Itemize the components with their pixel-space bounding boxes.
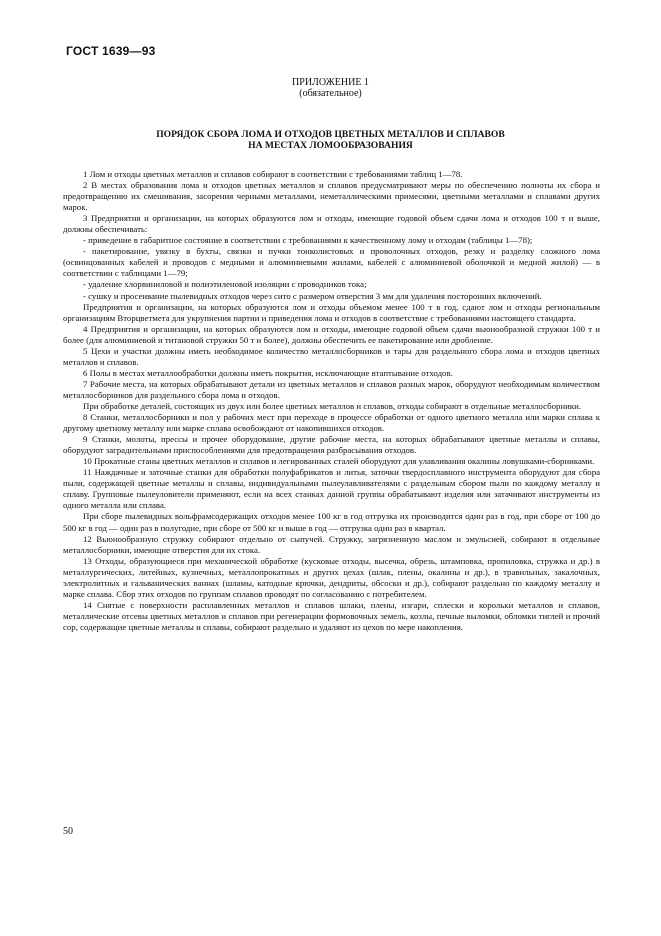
section-title-line-2: НА МЕСТАХ ЛОМООБРАЗОВАНИЯ [248, 140, 413, 151]
paragraph: 11 Наждачные и заточные станки для обработки полуфабрикатов и литья, заточки твердосплавного инструмента оборудуют для сбора пыли, содержащей цветные металлы и сплавы, индивидуальными пылеулавливателями с раздельным сбором пыли по каждому металлу и сплаву. Групповые пылеуловители применяют, если на всех станках данной группы обрабатывают изделия или затачивают инструменты из одного металла или сплава. [63, 467, 600, 511]
paragraph: 4 Предприятия и организации, на которых образуются лом и отходы, имеющие годовой объем сдачи вьюнообразной стружки 100 т и более (для алюминиевой и титановой стружки 50 т и более), должны обеспечить ее пакетирование или дробление. [63, 323, 600, 345]
section-title-line-1: ПОРЯДОК СБОРА ЛОМА И ОТХОДОВ ЦВЕТНЫХ МЕТАЛЛОВ И СПЛАВОВ [156, 129, 505, 140]
paragraph: - удаление хлорвиниловой и полиэтиленовой изоляции с проводников тока; [83, 279, 367, 290]
paragraph: 7 Рабочие места, на которых обрабатывают детали из цветных металлов и сплавов разных марок, оборудуют необходимым количеством металлосборников для раздельного сбора лома и отходов. [63, 378, 600, 400]
paragraph: 6 Полы в местах металлообработки должны иметь покрытия, исключающие втаптывание отходов. [83, 367, 453, 378]
paragraph: При обработке деталей, состоящих из двух или более цветных металлов и сплавов, отходы собирают в отдельные металлосборники. [83, 400, 582, 411]
appendix-title: ПРИЛОЖЕНИЕ 1 [292, 77, 369, 88]
paragraph: 2 В местах образования лома и отходов цветных металлов и сплавов предусматривают меры по обеспечению полноты их сбора и предотвращению их смешивания, засорения черными металлами, неметаллическими примесями, цветными металлами и сплавами других марок. [63, 180, 600, 213]
paragraph: 3 Предприятия и организации, на которых образуются лом и отходы, имеющие годовой объем сдачи лома и отходов 100 т и выше, должны обеспечивать: [63, 213, 600, 235]
paragraph: 9 Станки, молоты, прессы и прочее оборудование, другие рабочие места, на которых обрабатывают цветные металлы и сплавы, оборудуют заградительными приспособлениями для предотвращения разбрасывания отходов. [63, 434, 600, 456]
paragraph: При сборе пылевидных вольфрамсодержащих отходов менее 100 кг в год отгрузка их производится один раз в год, при сборе от 100 до 500 кг в год — один раз в полугодие, при сборе от 500 кг и выше в год — отгрузка один раз в квартал. [63, 511, 600, 533]
paragraph: 8 Станки, металлосборники и пол у рабочих мест при переходе в процессе обработки от одного цветного металла или марки сплава к другому цветному металлу или марке сплава освобождают от накопившихся отходов. [63, 412, 600, 434]
page-number: 50 [63, 826, 73, 837]
body-text [63, 169, 600, 633]
section-title [60, 129, 601, 151]
paragraph: - приведение в габаритное состояние в соответствии с требованиями к качественному лому и отходам (таблицы 1—78); [83, 235, 533, 246]
paragraph: Предприятия и организации, на которых образуются лом и отходы объемом менее 100 т в год, сдают лом и отходы региональным организациям Вторцветмета для укрупнения партии и приведения лома и отходов в соответствие с требованиями настоящего стандарта. [63, 301, 600, 323]
paragraph: 12 Вьюнообразную стружку собирают отдельно от сыпучей. Стружку, загрязненную маслом и эмульсией, собирают в отдельные металлосборники, имеющие отверстия для их стока. [63, 533, 600, 555]
paragraph: - сушку и просеивание пылевидных отходов через сито с размером отверстия 3 мм для удаления посторонних включений. [83, 290, 542, 301]
paragraph: - пакетирование, увязку в бухты, связки и пучки тонколистовых и проволочных отходов, резку и разделку сложного лома (освинцованных кабелей и проводов с медными и алюминиевыми жилами, кабелей с алюминиевой оболочкой и медной жилой) — в соответствии с таблицами 1—79; [63, 246, 600, 279]
paragraph: 1 Лом и отходы цветных металлов и сплавов собирают в соответствии с требованиями таблиц 1—78. [83, 169, 463, 179]
paragraph: 13 Отходы, образующиеся при механической обработке (кусковые отходы, высечка, обрезь, штамповка, пропиловка, стружка и др.) в металлургических, литейных, кузнечных, металлопрокатных и других цехах (шлак, плены, окалины и др.), в травильных, закалочных, электролитных и гальванических ваннах (шламы, катодные крючки, дендриты, обсоски и др.), собирают раздельно по каждому металлу и марке сплава. Сбор этих отходов по группам сплавов проводят по согласованию с потребителем. [63, 555, 600, 599]
paragraph: 14 Снятые с поверхности расплавленных металлов и сплавов шлаки, плены, изгари, сплески и корольки металлов и сплавов, металлические отсевы цветных металлов и сплавов при регенерации формовочных земель, козлы, печные выломки, обломки тиглей и прочий сор, содержащие цветные металлы и сплавы, собирают раздельно и удаляют из цехов по мере накопления. [63, 599, 600, 632]
appendix-heading [0, 77, 661, 99]
paragraph: 10 Прокатные станы цветных металлов и сплавов и легированных сталей оборудуют для улавливания окалины ловушками-сборниками. [83, 456, 595, 467]
appendix-status: (обязательное) [299, 88, 362, 99]
standard-header: ГОСТ 1639—93 [66, 44, 156, 58]
paragraph: 5 Цехи и участки должны иметь необходимое количество металлосборников и тары для раздельного сбора лома и отходов цветных металлов и сплавов. [63, 345, 600, 367]
